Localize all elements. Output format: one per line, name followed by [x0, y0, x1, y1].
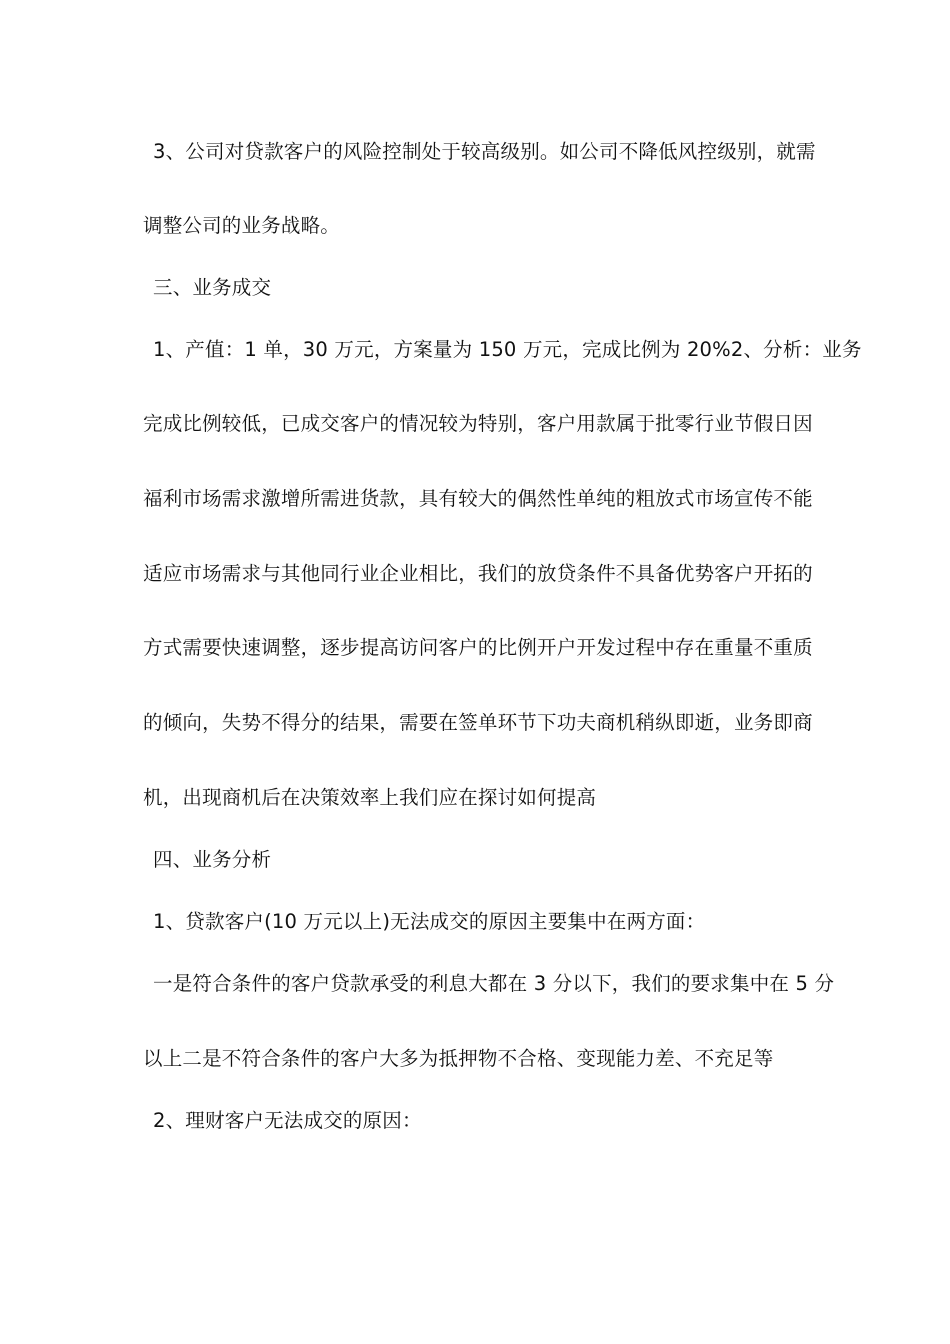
- paragraph-output-line-4: 适应市场需求与其他同行业企业相比，我们的放贷条件不具备优势客户开拓的: [143, 562, 813, 585]
- paragraph-reasons-line-2: 以上二是不符合条件的客户大多为抵押物不合格、变现能力差、不充足等: [143, 1047, 774, 1070]
- paragraph-loan-clients: 1、贷款客户(10 万元以上)无法成交的原因主要集中在两方面：: [153, 910, 706, 933]
- section-heading-business-deals: 三、业务成交: [153, 276, 272, 299]
- paragraph-output-line-3: 福利市场需求激增所需进货款，具有较大的偶然性单纯的粗放式市场宣传不能: [143, 487, 813, 510]
- section-heading-business-analysis: 四、业务分析: [153, 848, 272, 871]
- paragraph-risk-control-line-2: 调整公司的业务战略。: [143, 214, 341, 237]
- paragraph-output-line-5: 方式需要快速调整，逐步提高访问客户的比例开户开发过程中存在重量不重质: [143, 636, 813, 659]
- paragraph-output-line-2: 完成比例较低，已成交客户的情况较为特别，客户用款属于批零行业节假日因: [143, 412, 813, 435]
- paragraph-reasons-line-1: 一是符合条件的客户贷款承受的利息大都在 3 分以下，我们的要求集中在 5 分: [153, 972, 835, 995]
- paragraph-output-line-6: 的倾向，失势不得分的结果，需要在签单环节下功夫商机稍纵即逝，业务即商: [143, 711, 813, 734]
- paragraph-risk-control-line-1: 3、公司对贷款客户的风险控制处于较高级别。如公司不降低风控级别，就需: [153, 140, 816, 163]
- paragraph-wealth-clients: 2、理财客户无法成交的原因：: [153, 1109, 422, 1132]
- paragraph-output-line-1: 1、产值：1 单，30 万元，方案量为 150 万元，完成比例为 20%2、分析：业务: [153, 338, 862, 361]
- paragraph-output-line-7: 机，出现商机后在决策效率上我们应在探讨如何提高: [143, 786, 597, 809]
